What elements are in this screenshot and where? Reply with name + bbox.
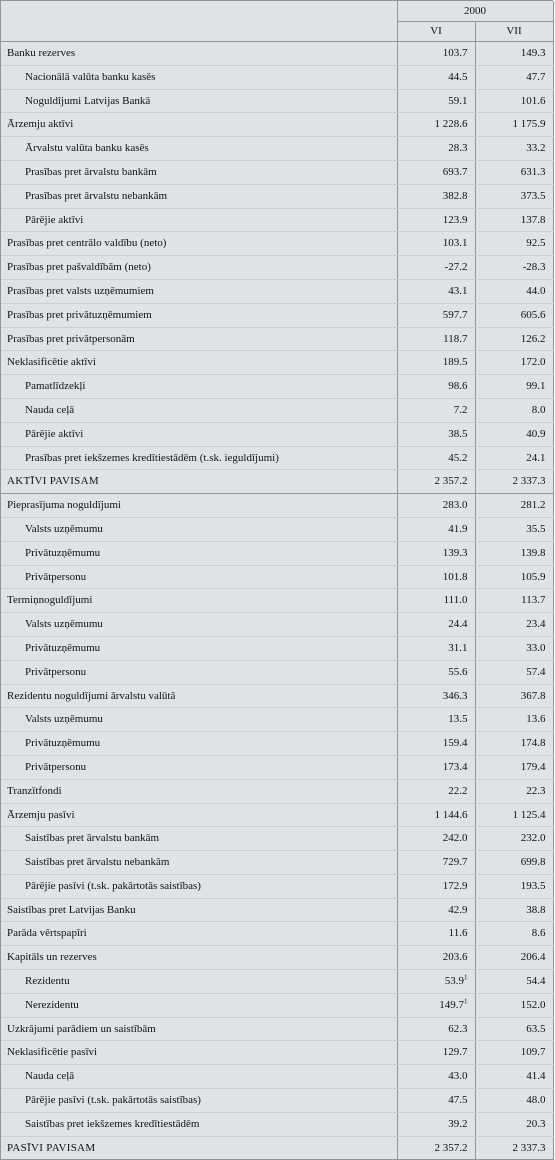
value-text: 23.4 [526,618,546,631]
value-vi [397,946,475,970]
value-vii [475,636,553,660]
value-text: 137.8 [520,213,546,226]
value-text: 2 337.3 [512,1141,546,1154]
table-row [1,660,553,684]
value-text: 103.1 [442,237,468,250]
value-vi [397,874,475,898]
table-row [1,422,553,446]
table-row [1,42,553,66]
value-text: 1 125.4 [512,808,546,821]
table-row [1,851,553,875]
value-text: 59.1 [448,94,468,107]
row-label: Prasības pret privātpersonām [1,327,397,351]
value-vi [397,184,475,208]
value-vii [475,232,553,256]
value-text: 232.0 [520,832,546,845]
value-vi [397,898,475,922]
value-vi [397,256,475,280]
value-vii [475,874,553,898]
value-vi [397,398,475,422]
value-vii [475,755,553,779]
value-vii [475,1017,553,1041]
value-vii [475,541,553,565]
value-text: 13.5 [448,713,468,726]
value-text: 206.4 [520,951,546,964]
value-vii [475,279,553,303]
table-row [1,874,553,898]
value-vii [475,708,553,732]
table-row [1,993,553,1017]
table-row [1,779,553,803]
value-vi [397,113,475,137]
value-vi [397,565,475,589]
value-vii [475,589,553,613]
value-text: 105.9 [520,570,546,583]
table-row [1,65,553,89]
value-text: 7.2 [453,403,468,416]
footnote-marker: 1 [464,973,468,982]
table-body [1,42,553,1160]
table-row [1,922,553,946]
value-text: 242.0 [442,832,468,845]
table-row [1,946,553,970]
value-text: 103.7 [442,47,468,59]
value-vi [397,732,475,756]
value-text: 149.3 [520,47,546,59]
value-vii [475,684,553,708]
table-row [1,970,553,994]
value-vi [397,517,475,541]
table-header [1,1,553,42]
value-text: 2 337.3 [512,475,546,488]
value-vi [397,137,475,161]
row-label: Rezidentu [1,970,397,994]
value-text: 8.6 [531,927,546,940]
value-vi [397,208,475,232]
value-text: 24.4 [448,618,468,631]
table-row [1,351,553,375]
row-label: Ārvalstu valūta banku kasēs [1,137,397,161]
value-vii [475,89,553,113]
total-row [1,1136,553,1160]
table-row [1,494,553,518]
value-vi [397,589,475,613]
value-text: 605.6 [520,308,546,321]
value-text: 24.1 [526,451,546,464]
value-text: 1 175.9 [512,118,546,131]
table-row [1,613,553,637]
value-text: 174.8 [520,737,546,750]
table-row [1,279,553,303]
value-text: 346.3 [442,689,468,702]
value-text: -27.2 [444,261,468,274]
table-row [1,1112,553,1136]
value-vi [397,279,475,303]
row-label: PASĪVI PAVISAM [1,1136,397,1160]
row-label: Prasības pret ārvalstu bankām [1,160,397,184]
value-vii [475,42,553,66]
value-vi [397,65,475,89]
row-label: Termiņnoguldījumi [1,589,397,613]
value-text: 172.0 [520,356,546,369]
table-row [1,232,553,256]
row-label: Valsts uzņēmumu [1,708,397,732]
table-row [1,636,553,660]
header-label-cell [1,1,397,42]
table-row [1,1065,553,1089]
value-vii [475,1065,553,1089]
value-text: 44.0 [526,284,546,297]
value-text: 179.4 [520,760,546,773]
value-text: 33.0 [526,641,546,654]
value-vi [397,779,475,803]
value-vii [475,470,553,494]
value-text: -28.3 [522,261,546,274]
row-label: Privātuzņēmumu [1,636,397,660]
value-text: 699.8 [520,856,546,869]
value-text: 382.8 [442,189,468,202]
value-vii [475,613,553,637]
row-label: Pārējie aktīvi [1,208,397,232]
value-text: 101.8 [442,570,468,583]
row-label: Prasības pret ārvalstu nebankām [1,184,397,208]
row-label: Ārzemju aktīvi [1,113,397,137]
table-row [1,303,553,327]
value-vii [475,803,553,827]
value-vi [397,494,475,518]
value-text: 139.3 [442,546,468,559]
value-vi [397,1041,475,1065]
table-row [1,398,553,422]
value-text: 38.5 [448,427,468,440]
value-vi [397,1065,475,1089]
row-label: Prasības pret iekšzemes kredītiestādēm (t.sk. ieguldījumi) [1,446,397,470]
value-text: 43.0 [448,1070,468,1083]
value-text: 152.0 [520,998,546,1011]
value-vii [475,1041,553,1065]
row-label: Rezidentu noguldījumi ārvalstu valūtā [1,684,397,708]
value-vi [397,1112,475,1136]
value-text: 42.9 [448,903,468,916]
value-text: 48.0 [526,1094,546,1107]
table-row [1,1089,553,1113]
value-vi [397,351,475,375]
value-vii [475,351,553,375]
value-text: 55.6 [448,665,468,678]
value-vi [397,755,475,779]
value-text: 1 228.6 [434,118,468,131]
value-text: 44.5 [448,70,468,83]
row-label: Pārējie pasīvi (t.sk. pakārtotās saistības) [1,1089,397,1113]
value-text: 33.2 [526,142,546,155]
row-label: Parāda vērtspapīri [1,922,397,946]
value-text: 149.7 [439,998,464,1011]
value-vii [475,375,553,399]
value-vi [397,993,475,1017]
value-vi [397,1017,475,1041]
row-label: Valsts uzņēmumu [1,613,397,637]
table-row [1,89,553,113]
value-vii [475,256,553,280]
value-vi [397,541,475,565]
table-row [1,803,553,827]
row-label: Privātpersonu [1,660,397,684]
value-vii [475,517,553,541]
value-vi [397,89,475,113]
table-row [1,256,553,280]
value-vi [397,1089,475,1113]
value-vi [397,803,475,827]
row-label: Privātpersonu [1,565,397,589]
value-vi [397,375,475,399]
value-vii [475,208,553,232]
value-text: 99.1 [526,380,546,393]
value-vii [475,303,553,327]
value-text: 172.9 [442,879,468,892]
value-vii [475,660,553,684]
value-text: 38.8 [526,903,546,916]
value-vii [475,851,553,875]
row-label: Prasības pret valsts uzņēmumiem [1,279,397,303]
table-row [1,898,553,922]
value-text: 2 357.2 [434,1141,468,1154]
value-text: 126.2 [520,332,546,345]
value-text: 729.7 [442,856,468,869]
value-text: 41.4 [526,1070,546,1083]
value-text: 47.7 [526,70,546,83]
value-text: 2 357.2 [434,475,468,488]
table-row [1,541,553,565]
value-text: 597.7 [442,308,468,321]
value-text: 13.6 [526,713,546,726]
row-label: Saistības pret ārvalstu nebankām [1,851,397,875]
value-text: 28.3 [448,142,468,155]
value-vii [475,327,553,351]
value-vi [397,327,475,351]
value-vii [475,993,553,1017]
row-label: Privātpersonu [1,755,397,779]
value-vii [475,398,553,422]
value-vii [475,946,553,970]
row-label: Kapitāls un rezerves [1,946,397,970]
value-text: 109.7 [520,1046,546,1059]
table-row [1,375,553,399]
value-text: 22.2 [448,784,468,797]
value-vi [397,851,475,875]
footnote-marker: 1 [464,997,468,1006]
value-vii [475,184,553,208]
value-text: 35.5 [526,522,546,535]
value-vi [397,160,475,184]
value-text: 1 144.6 [434,808,468,821]
value-text: 113.7 [521,594,546,607]
row-label: Privātuzņēmumu [1,732,397,756]
row-label: Neklasificētie aktīvi [1,351,397,375]
value-vi [397,970,475,994]
row-label: Noguldījumi Latvijas Bankā [1,89,397,113]
value-vii [475,970,553,994]
row-label: Saistības pret iekšzemes kredītiestādēm [1,1112,397,1136]
value-vii [475,898,553,922]
table-row [1,137,553,161]
value-text: 281.2 [520,499,546,512]
row-label: Valsts uzņēmumu [1,517,397,541]
value-text: 129.7 [442,1046,468,1059]
value-text: 62.3 [448,1022,468,1035]
value-text: 283.0 [442,499,468,512]
value-text: 8.0 [531,403,546,416]
table-row [1,446,553,470]
value-vi [397,446,475,470]
value-vii [475,1112,553,1136]
row-label: Pieprasījuma noguldījumi [1,494,397,518]
row-label: Nauda ceļā [1,398,397,422]
row-label: Banku rezerves [1,42,397,66]
header-year: 2000 [397,1,553,22]
value-text: 54.4 [526,975,546,988]
value-text: 92.5 [526,237,546,250]
value-text: 367.8 [520,689,546,702]
row-label: Nauda ceļā [1,1065,397,1089]
value-vi [397,470,475,494]
header-col-vi: VI [397,22,475,42]
value-vii [475,137,553,161]
table-row [1,184,553,208]
table-row [1,1041,553,1065]
value-vi [397,422,475,446]
value-vii [475,446,553,470]
header-row-year [1,1,553,22]
row-label: Privātuzņēmumu [1,541,397,565]
balance-sheet-table [1,1,554,1160]
row-label: Neklasificētie pasīvi [1,1041,397,1065]
table-row [1,827,553,851]
table-row [1,708,553,732]
value-vi [397,684,475,708]
value-vi [397,636,475,660]
value-text: 57.4 [526,665,546,678]
value-text: 118.7 [443,332,468,345]
value-vii [475,113,553,137]
value-text: 47.5 [448,1094,468,1107]
value-vi [397,42,475,66]
row-label: Saistības pret ārvalstu bankām [1,827,397,851]
row-label: Saistības pret Latvijas Banku [1,898,397,922]
value-vi [397,660,475,684]
table-row [1,589,553,613]
value-vii [475,160,553,184]
value-vi [397,922,475,946]
value-vii [475,422,553,446]
value-vii [475,1136,553,1160]
row-label: Prasības pret privātuzņēmumiem [1,303,397,327]
row-label: Nerezidentu [1,993,397,1017]
value-text: 373.5 [520,189,546,202]
value-text: 693.7 [442,165,468,178]
row-label: Uzkrājumi parādiem un saistībām [1,1017,397,1041]
table-row [1,565,553,589]
row-label: Pārējie pasīvi (t.sk. pakārtotās saistības) [1,874,397,898]
table-row [1,113,553,137]
value-text: 139.8 [520,546,546,559]
table-row [1,1017,553,1041]
row-label: Tranzītfondi [1,779,397,803]
value-text: 53.9 [444,975,464,988]
value-text: 45.2 [448,451,468,464]
row-label: AKTĪVI PAVISAM [1,470,397,494]
table-row [1,517,553,541]
value-text: 63.5 [526,1022,546,1035]
value-text: 193.5 [520,879,546,892]
value-text: 31.1 [448,641,468,654]
value-text: 39.2 [448,1117,468,1130]
value-text: 631.3 [520,165,546,178]
value-vii [475,1089,553,1113]
value-text: 11.6 [448,927,468,940]
value-vii [475,65,553,89]
value-text: 189.5 [442,356,468,369]
value-vi [397,613,475,637]
value-vi [397,303,475,327]
value-vii [475,922,553,946]
row-label: Prasības pret centrālo valdību (neto) [1,232,397,256]
value-text: 173.4 [442,760,468,773]
total-row [1,470,553,494]
value-vii [475,494,553,518]
row-label: Nacionālā valūta banku kasēs [1,65,397,89]
table-row [1,327,553,351]
value-text: 159.4 [442,737,468,750]
value-vii [475,732,553,756]
value-text: 43.1 [448,284,468,297]
value-vi [397,827,475,851]
value-text: 123.9 [442,213,468,226]
value-vii [475,779,553,803]
row-label: Pārējie aktīvi [1,422,397,446]
value-text: 20.3 [526,1117,546,1130]
value-text: 101.6 [520,94,546,107]
value-vi [397,232,475,256]
value-text: 111.0 [443,594,468,607]
value-text: 40.9 [526,427,546,440]
table-row [1,160,553,184]
value-vi [397,708,475,732]
value-vi [397,1136,475,1160]
row-label: Prasības pret pašvaldībām (neto) [1,256,397,280]
value-text: 98.6 [448,380,468,393]
table-row [1,684,553,708]
value-text: 41.9 [448,522,468,535]
value-vii [475,565,553,589]
value-text: 22.3 [526,784,546,797]
row-label: Ārzemju pasīvi [1,803,397,827]
value-text: 203.6 [442,951,468,964]
value-vii [475,827,553,851]
table-row [1,208,553,232]
row-label: Pamatlīdzekļi [1,375,397,399]
table-row [1,732,553,756]
header-col-vii: VII [475,22,553,42]
table-row [1,755,553,779]
